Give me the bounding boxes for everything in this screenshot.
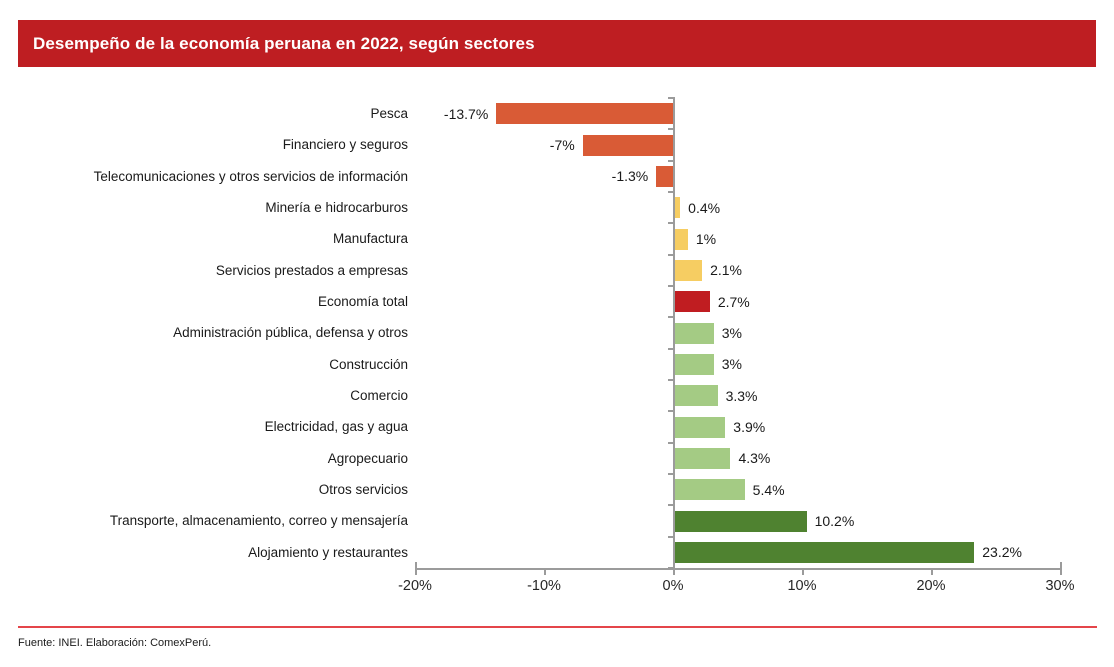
zero-axis-tick	[668, 442, 673, 444]
bar	[675, 229, 688, 250]
zero-axis-tick	[668, 285, 673, 287]
x-axis-tick-label: 10%	[787, 578, 817, 594]
bar-chart	[0, 98, 1114, 594]
bar	[675, 511, 807, 532]
x-axis-tick	[544, 568, 546, 575]
category-label: Agropecuario	[327, 450, 408, 466]
value-label: 3%	[721, 324, 742, 341]
footer-divider	[18, 626, 1097, 628]
bar	[675, 354, 714, 375]
value-label: 2.7%	[717, 293, 750, 310]
zero-axis-tick	[668, 160, 673, 162]
source-note: Fuente: INEI. Elaboración: ComexPerú.	[18, 637, 212, 649]
zero-axis-tick	[668, 504, 673, 506]
zero-axis-tick	[668, 473, 673, 475]
bar	[675, 291, 710, 312]
category-label: Alojamiento y restaurantes	[248, 544, 408, 560]
x-axis-tick-label: -20%	[398, 578, 432, 594]
bar	[675, 448, 730, 469]
category-label: Electricidad, gas y agua	[264, 419, 408, 435]
value-label: 10.2%	[814, 512, 855, 529]
value-label: 3.9%	[733, 418, 766, 435]
bar	[675, 197, 680, 218]
title-banner	[18, 20, 1096, 67]
zero-axis-tick	[668, 536, 673, 538]
zero-axis-tick	[668, 348, 673, 350]
bar	[496, 103, 673, 124]
category-label: Transporte, almacenamiento, correo y mensajería	[109, 513, 408, 529]
value-label: -1.3%	[611, 168, 649, 185]
x-axis-tick-label: 20%	[916, 578, 946, 594]
bar	[675, 542, 974, 563]
zero-axis-tick	[668, 97, 673, 99]
value-label: -7%	[549, 136, 575, 153]
category-label: Pesca	[370, 106, 408, 122]
value-label: 2.1%	[710, 262, 742, 279]
x-axis-tick-label: 30%	[1045, 578, 1075, 594]
category-label: Minería e hidrocarburos	[265, 200, 408, 216]
zero-axis-tick	[668, 222, 673, 224]
zero-axis-line	[673, 97, 675, 570]
x-axis-tick	[802, 568, 804, 575]
value-label: 3.3%	[725, 387, 758, 404]
x-axis-tick	[1060, 562, 1062, 575]
zero-axis-tick	[668, 379, 673, 381]
bar	[675, 417, 725, 438]
zero-axis-tick	[668, 410, 673, 412]
x-axis-tick	[673, 568, 675, 575]
value-label: -13.7%	[443, 105, 489, 122]
category-label: Economía total	[317, 294, 408, 310]
bar	[583, 135, 673, 156]
value-label: 4.3%	[738, 450, 771, 467]
zero-axis-tick	[668, 191, 673, 193]
bar	[675, 479, 745, 500]
zero-axis-tick	[668, 254, 673, 256]
category-label: Otros servicios	[318, 482, 408, 498]
x-axis-tick	[415, 562, 417, 575]
category-label: Manufactura	[332, 231, 408, 247]
zero-axis-tick	[668, 316, 673, 318]
x-axis-line	[415, 568, 1062, 570]
x-axis-tick-label: 0%	[662, 578, 684, 594]
bar	[656, 166, 673, 187]
value-label: 3%	[721, 356, 742, 373]
category-label: Financiero y seguros	[282, 137, 408, 153]
category-label: Comercio	[350, 388, 408, 404]
category-label: Telecomunicaciones y otros servicios de información	[93, 168, 408, 184]
value-label: 23.2%	[982, 544, 1022, 561]
bar	[675, 323, 714, 344]
x-axis-tick-label: -10%	[527, 578, 561, 594]
value-label: 0.4%	[688, 199, 721, 216]
category-label: Administración pública, defensa y otros	[173, 325, 408, 341]
category-label: Servicios prestados a empresas	[215, 262, 408, 278]
value-label: 1%	[695, 230, 717, 247]
zero-axis-tick	[668, 128, 673, 130]
value-label: 5.4%	[752, 481, 785, 498]
bar	[675, 260, 702, 281]
bar	[675, 385, 718, 406]
category-label: Construcción	[329, 356, 408, 372]
page-title: Desempeño de la economía peruana en 2022, según sectores	[33, 33, 535, 53]
x-axis-tick	[931, 568, 933, 575]
